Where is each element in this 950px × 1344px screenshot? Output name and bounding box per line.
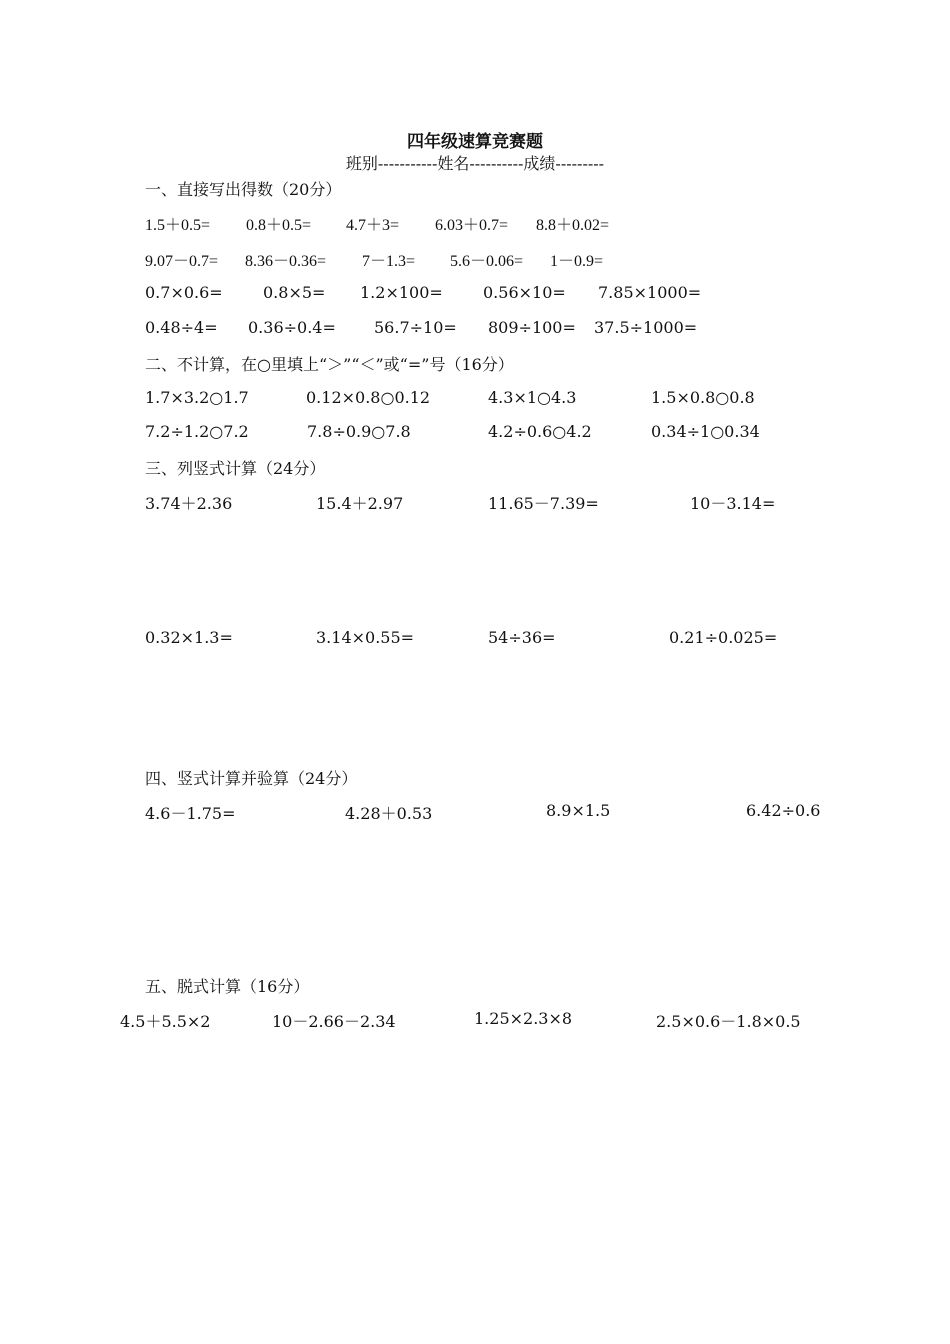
- problem: 56.7÷10=: [374, 318, 457, 337]
- section-1-heading: 一、直接写出得数（20分）: [145, 180, 342, 199]
- problem: 8.9×1.5: [546, 801, 611, 820]
- problem: 809÷100=: [488, 318, 576, 337]
- problem: 1.5×0.8○0.8: [651, 388, 755, 407]
- problem: 6.03＋0.7=: [435, 217, 509, 234]
- problem: 0.7×0.6=: [145, 283, 223, 302]
- problem: 4.2÷0.6○4.2: [488, 422, 592, 441]
- problem: 1.5＋0.5=: [145, 217, 211, 234]
- problem: 0.8＋0.5=: [246, 217, 312, 234]
- problem: 3.74＋2.36: [145, 494, 233, 513]
- problem: 8.8＋0.02=: [536, 217, 610, 234]
- problem: 10－3.14=: [690, 494, 776, 513]
- problem: 8.36－0.36=: [245, 253, 327, 270]
- section-3-heading: 三、列竖式计算（24分）: [145, 459, 326, 478]
- section-2-heading: 二、不计算，在○里填上“＞”“＜”或“=”号（16分）: [145, 355, 514, 374]
- problem: 4.7＋3=: [346, 217, 400, 234]
- problem: 0.36÷0.4=: [248, 318, 336, 337]
- problem: 54÷36=: [488, 628, 556, 647]
- problem: 6.42÷0.6: [746, 801, 821, 820]
- student-info-line: 班别-----------姓名----------成绩---------: [345, 154, 605, 173]
- problem: 7－1.3=: [362, 253, 416, 270]
- problem: 9.07－0.7=: [145, 253, 219, 270]
- problem: 7.2÷1.2○7.2: [145, 422, 249, 441]
- problem: 1.7×3.2○1.7: [145, 388, 249, 407]
- problem: 10－2.66－2.34: [272, 1012, 396, 1031]
- problem: 2.5×0.6－1.8×0.5: [656, 1012, 801, 1031]
- problem: 4.3×1○4.3: [488, 388, 577, 407]
- problem: 3.14×0.55=: [316, 628, 415, 647]
- problem: 4.28＋0.53: [345, 804, 433, 823]
- page-title: 四年级速算竞赛题: [407, 132, 543, 152]
- problem: 0.34÷1○0.34: [651, 422, 760, 441]
- problem: 1.25×2.3×8: [474, 1009, 573, 1028]
- problem: 0.8×5=: [263, 283, 326, 302]
- problem: 0.12×0.8○0.12: [306, 388, 431, 407]
- problem: 1－0.9=: [550, 253, 604, 270]
- problem: 7.8÷0.9○7.8: [307, 422, 411, 441]
- problem: 7.85×1000=: [598, 283, 702, 302]
- problem: 15.4＋2.97: [316, 494, 404, 513]
- problem: 0.56×10=: [483, 283, 566, 302]
- problem: 1.2×100=: [360, 283, 443, 302]
- problem: 0.48÷4=: [145, 318, 218, 337]
- problem: 4.5＋5.5×2: [120, 1012, 211, 1031]
- problem: 5.6－0.06=: [450, 253, 524, 270]
- problem: 11.65－7.39=: [488, 494, 599, 513]
- problem: 0.21÷0.025=: [669, 628, 778, 647]
- problem: 4.6－1.75=: [145, 804, 236, 823]
- section-4-heading: 四、竖式计算并验算（24分）: [145, 769, 358, 788]
- problem: 0.32×1.3=: [145, 628, 233, 647]
- problem: 37.5÷1000=: [594, 318, 698, 337]
- section-5-heading: 五、脱式计算（16分）: [145, 977, 310, 996]
